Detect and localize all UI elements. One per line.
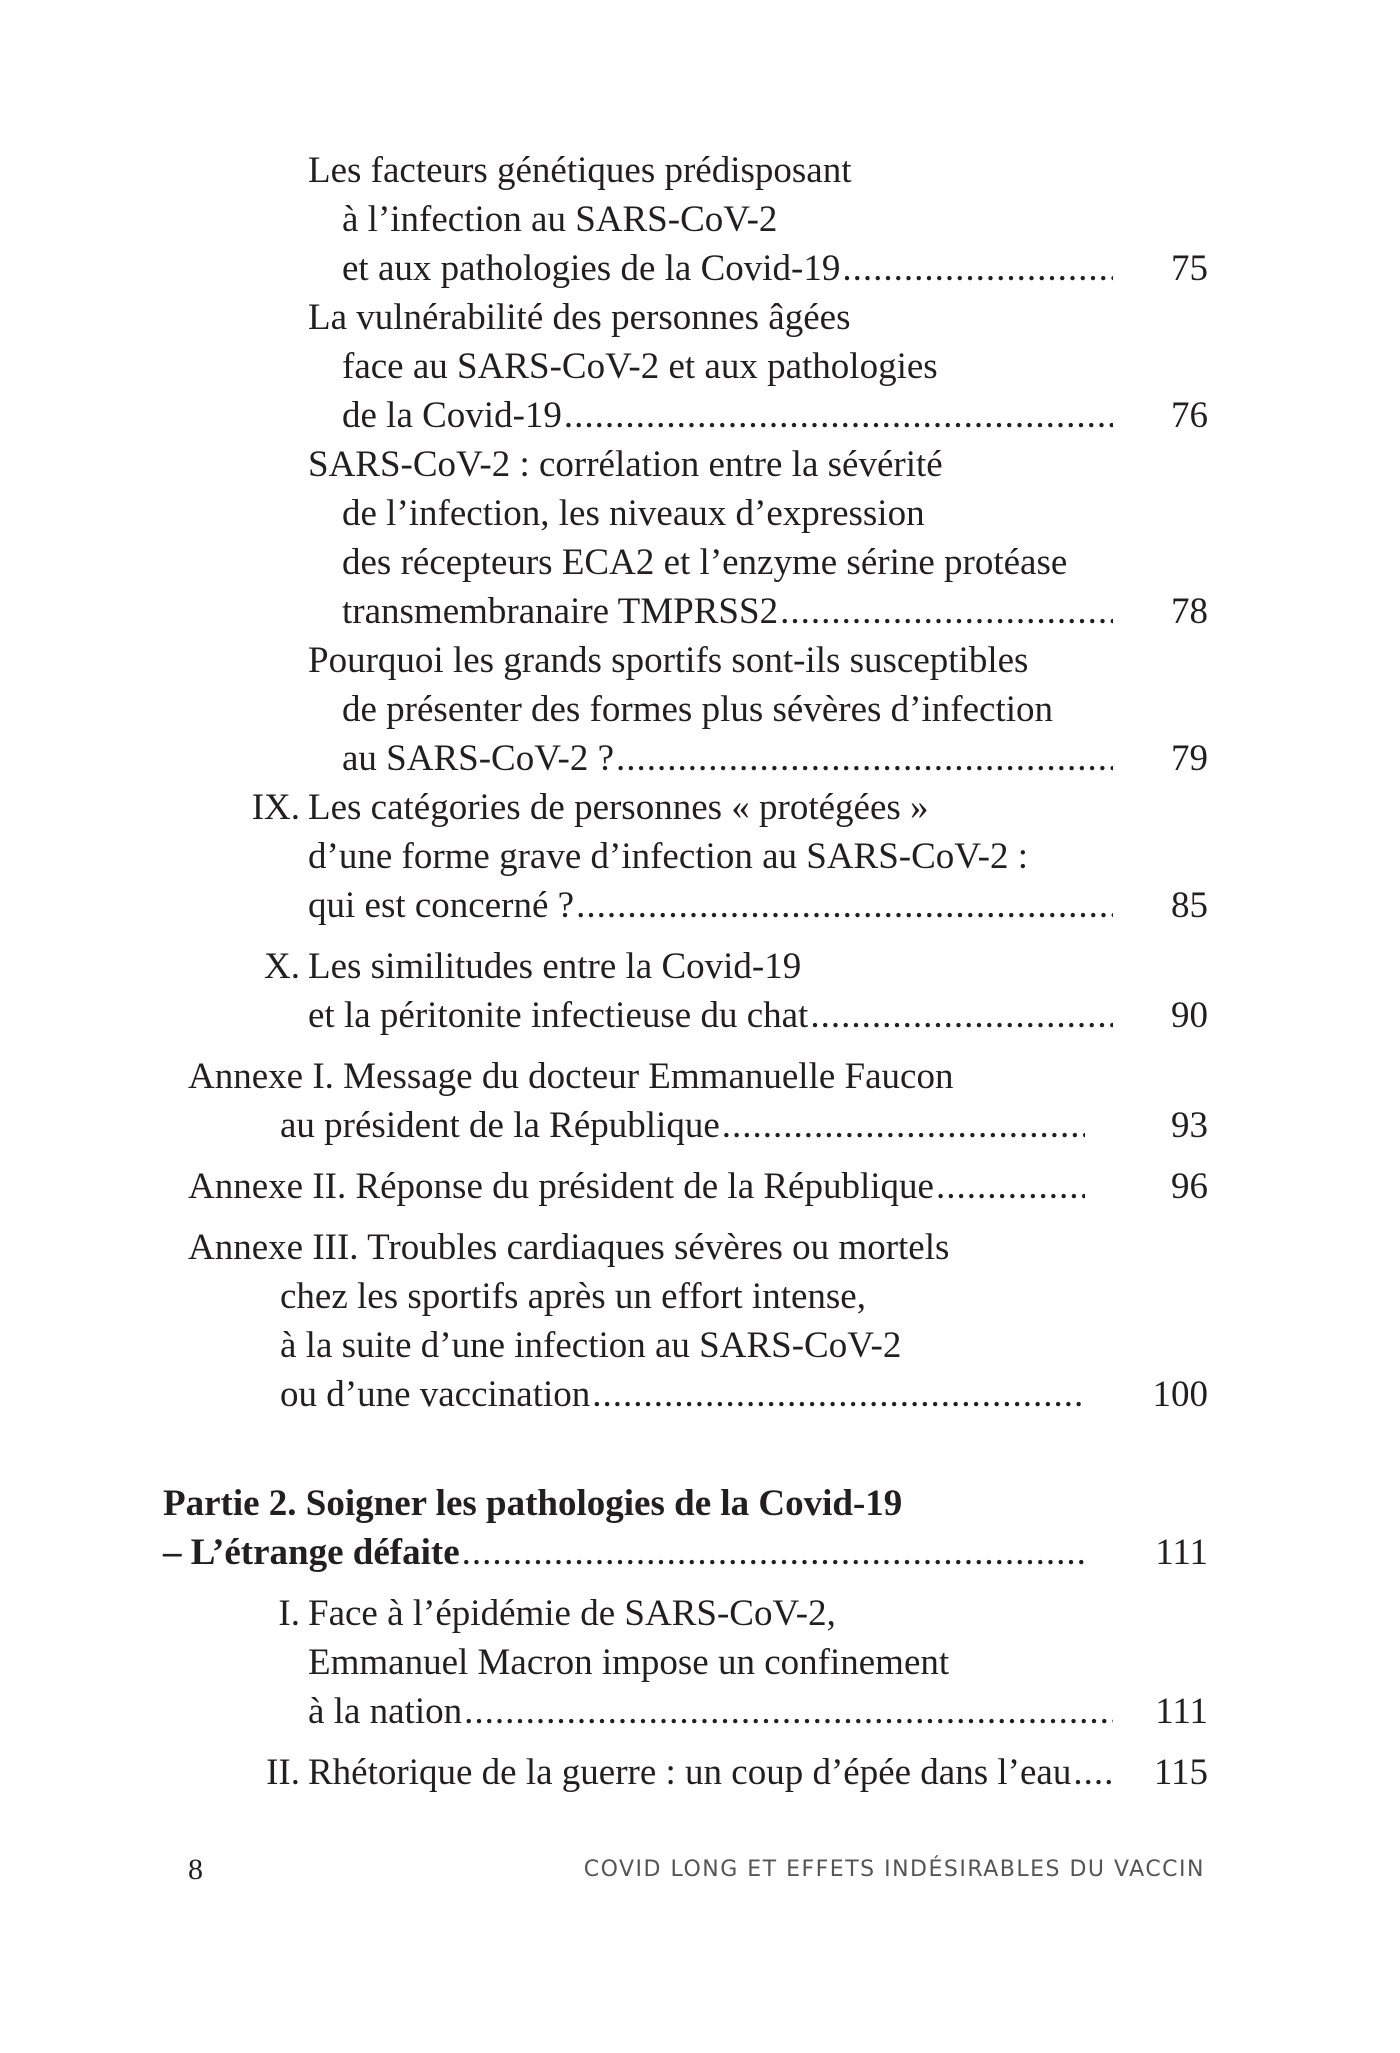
toc-entry-title: de présenter des formes plus sévères d’infection <box>342 689 1053 730</box>
toc-entry-title: ou d’une vaccination <box>280 1374 591 1415</box>
toc-entry-title: Emmanuel Macron impose un confinement <box>308 1642 950 1683</box>
dot-leader <box>842 244 1113 293</box>
dot-leader <box>592 1370 1085 1419</box>
toc-entry-title: au SARS-CoV-2 ? <box>342 738 615 779</box>
dot-leader <box>810 991 1113 1040</box>
toc-part-title: – L’étrange défaite <box>163 1532 460 1573</box>
toc-entry-title: Annexe I. Message du docteur Emmanuelle Faucon <box>188 1056 954 1097</box>
running-title: COVID LONG ET EFFETS INDÉSIRABLES DU VACCIN <box>583 1857 1205 1882</box>
toc-entry <box>188 293 1208 440</box>
toc-entry-title: Pourquoi les grands sportifs sont-ils susceptibles <box>308 640 1029 681</box>
toc-entry <box>188 1748 1208 1797</box>
toc-part-title: Partie 2. Soigner les pathologies de la Covid-19 <box>163 1483 903 1524</box>
toc-page-number: 96 <box>1171 1166 1208 1207</box>
toc-entry-title: Les similitudes entre la Covid-19 <box>308 946 802 987</box>
toc-entry <box>188 146 1208 293</box>
toc-entry-title: qui est concerné ? <box>308 885 575 926</box>
toc-entry-title: Annexe II. Réponse du président de la République <box>188 1166 934 1207</box>
toc-entry-title: Les facteurs génétiques prédisposant <box>308 150 852 191</box>
dot-leader <box>464 1687 1113 1736</box>
chapter-numeral: I. <box>278 1593 300 1634</box>
toc-page-number: 85 <box>1171 885 1208 926</box>
toc-entry <box>188 1223 1208 1419</box>
dot-leader <box>936 1162 1085 1211</box>
toc-entry <box>188 783 1208 930</box>
toc-entry-title: chez les sportifs après un effort intense, <box>280 1276 866 1317</box>
toc-entry-title: transmembranaire TMPRSS2 <box>342 591 779 632</box>
toc-entry-title: à l’infection au SARS-CoV-2 <box>342 199 778 240</box>
toc-page-number: 78 <box>1171 591 1208 632</box>
chapter-numeral: X. <box>264 946 300 987</box>
toc-page-number: 90 <box>1171 995 1208 1036</box>
page-number: 8 <box>188 1853 203 1886</box>
toc-entry-title: Annexe III. Troubles cardiaques sévères ou mortels <box>188 1227 950 1268</box>
toc-part-heading <box>163 1479 1208 1577</box>
toc-entry <box>188 636 1208 783</box>
toc-entry-title: au président de la République <box>280 1105 720 1146</box>
toc-entry-title: d’une forme grave d’infection au SARS-CoV-2 : <box>308 836 1028 877</box>
table-of-contents <box>163 146 1208 1797</box>
toc-entry <box>188 1589 1208 1736</box>
dot-leader <box>616 734 1113 783</box>
dot-leader <box>462 1528 1085 1577</box>
chapter-numeral: II. <box>266 1752 300 1793</box>
toc-entry <box>188 1052 1208 1150</box>
toc-entry <box>188 1162 1208 1211</box>
toc-page-number: 115 <box>1153 1752 1208 1793</box>
toc-page-number: 76 <box>1171 395 1208 436</box>
toc-entry-title: Les catégories de personnes « protégées » <box>308 787 929 828</box>
toc-entry-title: et aux pathologies de la Covid-19 <box>342 248 841 289</box>
toc-entry-title: face au SARS-CoV-2 et aux pathologies <box>342 346 938 387</box>
toc-entry <box>188 440 1208 636</box>
dot-leader <box>564 391 1113 440</box>
toc-page-number: 100 <box>1152 1374 1208 1415</box>
toc-page-number: 111 <box>1155 1691 1208 1732</box>
toc-page-number: 79 <box>1171 738 1208 779</box>
toc-entry-title: à la nation <box>308 1691 463 1732</box>
toc-entry <box>188 942 1208 1040</box>
chapter-numeral: IX. <box>251 787 300 828</box>
toc-entry-title: Face à l’épidémie de SARS-CoV-2, <box>308 1593 836 1634</box>
toc-entry-title: et la péritonite infectieuse du chat <box>308 995 809 1036</box>
toc-page-number: 93 <box>1171 1105 1208 1146</box>
toc-entry-title: à la suite d’une infection au SARS-CoV-2 <box>280 1325 902 1366</box>
toc-page-number: 75 <box>1171 248 1208 289</box>
toc-page-number: 111 <box>1155 1532 1208 1573</box>
toc-entry-title: des récepteurs ECA2 et l’enzyme sérine protéase <box>342 542 1068 583</box>
toc-entry-title: Rhétorique de la guerre : un coup d’épée dans l’eau <box>308 1752 1072 1793</box>
toc-entry-title: de la Covid-19 <box>342 395 562 436</box>
toc-entry-title: La vulnérabilité des personnes âgées <box>308 297 851 338</box>
dot-leader <box>780 587 1113 636</box>
dot-leader <box>722 1101 1085 1150</box>
dot-leader <box>576 881 1113 930</box>
page-footer <box>188 1853 1205 1893</box>
toc-entry-title: de l’infection, les niveaux d’expression <box>342 493 925 534</box>
toc-entry-title: SARS-CoV-2 : corrélation entre la sévérité <box>308 444 943 485</box>
